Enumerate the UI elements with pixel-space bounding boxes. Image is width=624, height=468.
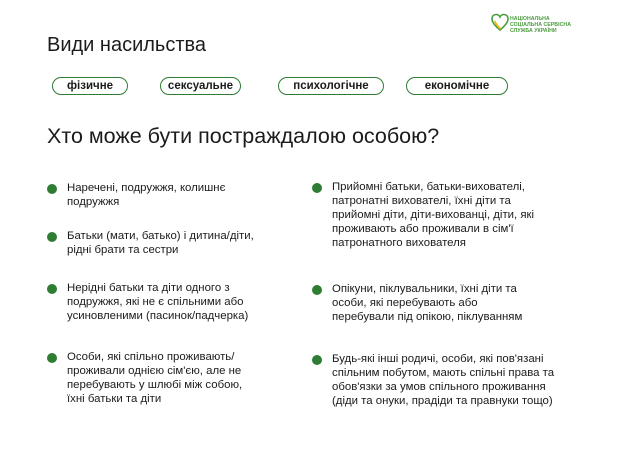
bullet-dot-icon [47,284,57,294]
list-item-text: Особи, які спільно проживають/ проживали однією сім'єю, але не перебувають у шлюбі між собою, їхні батьки та діти [67,351,243,405]
list-item-text: Прийомні батьки, батьки-вихователі, патронатні вихователі, їхні діти та прийомні діти, діти-вихованці, діти, які проживають або проживали в сім'ї патронатного вихователя [332,181,535,249]
list-item-text: Опікуни, піклувальники, їхні діти та особи, які перебувають або перебували під опікою, піклуванням [332,283,523,323]
section-subtitle: Хто може бути постраждалою особою? [47,124,440,148]
bullet-dot-icon [312,355,322,365]
list-item-text: Будь-які інші родичі, особи, які пов'язані спільним побутом, мають спільні права та обов'язки за умов спільного проживання (діди та онуки, прадіди та правнуки тощо) [332,353,555,407]
logo-text: НАЦІОНАЛЬНА СОЦІАЛЬНА СЕРВІСНА СЛУЖБА УКРАЇНИ [510,16,571,35]
bullet-dot-icon [312,285,322,295]
bullet-dot-icon [47,232,57,242]
list-item-text: Нерідні батьки та діти одного з подружжя, які не є спільними або усиновленими (пасинок/падчерка) [67,282,249,322]
bullet-dot-icon [47,353,57,363]
list-item-text: Батьки (мати, батько) і дитина/діти, рідні брати та сестри [67,230,254,256]
heart-logo-icon [491,13,509,33]
tag-economic: економічне [406,77,508,95]
nsss-logo [491,13,611,39]
page-title: Види насильства [47,34,207,56]
tag-sexual: сексуальне [160,77,241,95]
list-item-text: Наречені, подружжя, колишнє подружжя [67,182,226,208]
bullet-dot-icon [47,184,57,194]
tag-physical: фізичне [52,77,128,95]
tag-psychological: психологічне [278,77,384,95]
violence-types [52,77,512,97]
bullet-dot-icon [312,183,322,193]
